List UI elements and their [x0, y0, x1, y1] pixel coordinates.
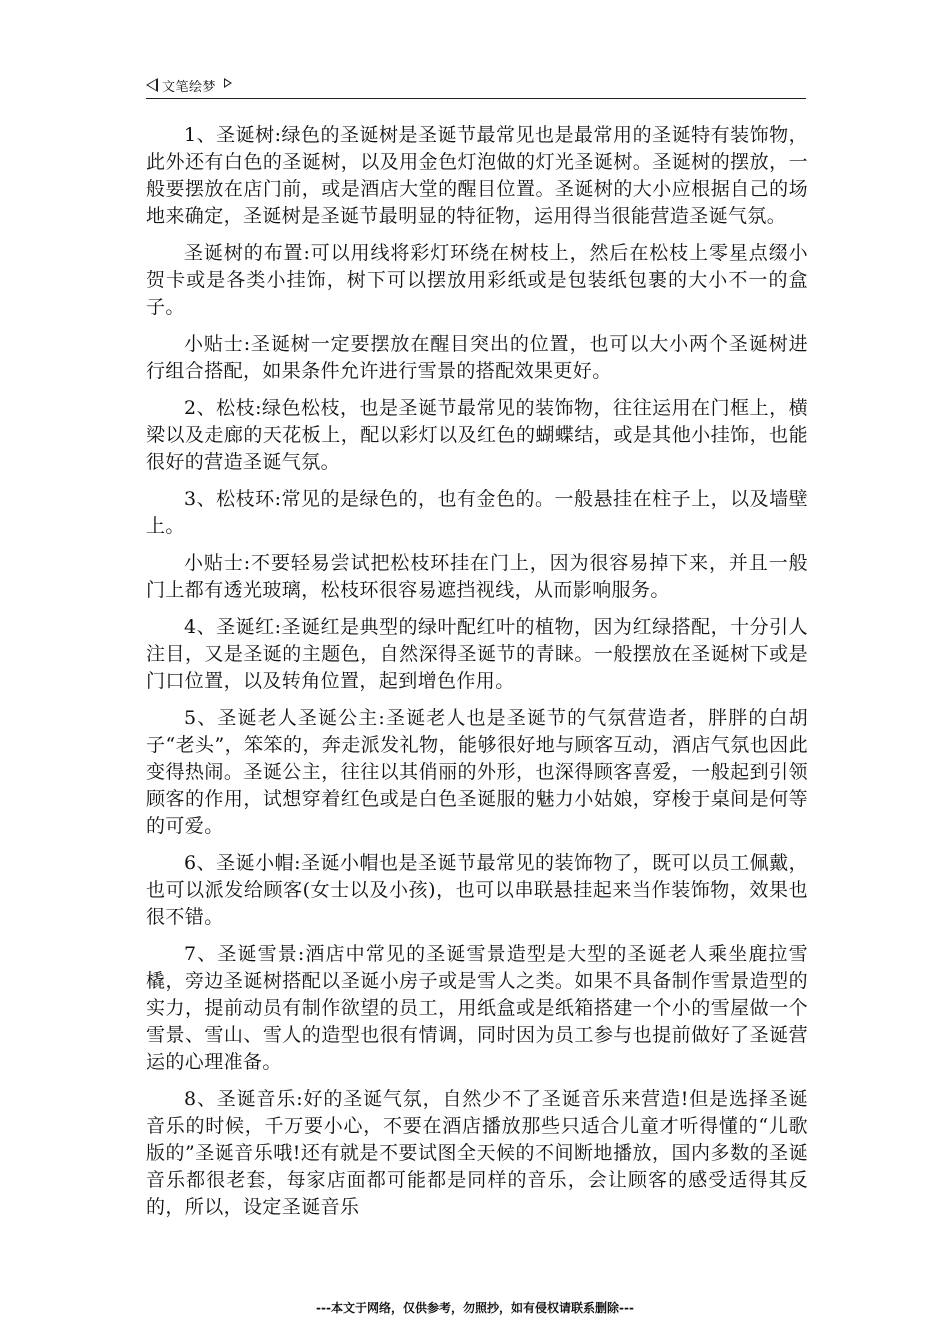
document-body: [146, 122, 808, 1231]
paragraph-1: 1、圣诞树:绿色的圣诞树是圣诞节最常见也是最常用的圣诞特有装饰物，此外还有白色的圣诞树，以及用金色灯泡做的灯光圣诞树。圣诞树的摆放，一般要摆放在店门前，或是酒店大堂的醒目位置。圣诞树的大小应根据自己的场地来确定，圣诞树是圣诞节最明显的特征物，运用得当很能营造圣诞气氛。: [146, 124, 808, 227]
paragraph-4: 2、松枝:绿色松枝，也是圣诞节最常见的装饰物，往往运用在门框上，横梁以及走廊的天花板上，配以彩灯以及红色的蝴蝶结，或是其他小挂饰，也能很好的营造圣诞气氛。: [146, 397, 808, 473]
paragraph-8: 5、圣诞老人圣诞公主:圣诞老人也是圣诞节的气氛营造者，胖胖的白胡子“老头”，笨笨的，奔走派发礼物，能够很好地与顾客互动，酒店气氛也因此变得热闹。圣诞公主，往往以其俏丽的外形，也深得顾客喜爱，一般起到引领顾客的作用，试想穿着红色或是白色圣诞服的魅力小姑娘，穿梭于桌间是何等的可爱。: [146, 707, 808, 837]
triangle-right-icon: [224, 78, 232, 88]
header-brand-group: [146, 74, 806, 96]
triangle-left-icon: [146, 78, 158, 92]
header-divider: [146, 98, 806, 99]
paragraph-7: 4、圣诞红:圣诞红是典型的绿叶配红叶的植物，因为红绿搭配，十分引人注目，又是圣诞的主题色，自然深得圣诞节的青睐。一般摆放在圣诞树下或是门口位置，以及转角位置，起到增色作用。: [146, 616, 808, 692]
page-header: [146, 74, 806, 98]
paragraph-5: 3、松枝环:常见的是绿色的，也有金色的。一般悬挂在柱子上，以及墙壁上。: [146, 488, 808, 537]
paragraph-10: 7、圣诞雪景:酒店中常见的圣诞雪景造型是大型的圣诞老人乘坐鹿拉雪橇，旁边圣诞树搭配以圣诞小房子或是雪人之类。如果不具备制作雪景造型的实力，提前动员有制作欲望的员工，用纸盒或是纸箱搭建一个小的雪屋做一个雪景、雪山、雪人的造型也很有情调，同时因为员工参与也提前做好了圣诞营运的心理准备。: [146, 943, 808, 1073]
paragraph-6: 小贴士:不要轻易尝试把松枝环挂在门上，因为很容易掉下来，并且一般门上都有透光玻璃，松枝环很容易遮挡视线，从而影响服务。: [146, 552, 808, 601]
paragraph-9: 6、圣诞小帽:圣诞小帽也是圣诞节最常见的装饰物了，既可以员工佩戴，也可以派发给顾客(女士以及小孩)，也可以串联悬挂起来当作装饰物，效果也很不错。: [146, 852, 808, 928]
header-brand: 文笔绘梦: [162, 79, 217, 95]
paragraph-2: 圣诞树的布置:可以用线将彩灯环绕在树枝上，然后在松枝上零星点缀小贺卡或是各类小挂饰，树下可以摆放用彩纸或是包装纸包裹的大小不一的盒子。: [146, 242, 808, 318]
paragraph-3: 小贴士:圣诞树一定要摆放在醒目突出的位置，也可以大小两个圣诞树进行组合搭配，如果条件允许进行雪景的搭配效果更好。: [146, 333, 808, 382]
paragraph-11: 8、圣诞音乐:好的圣诞气氛，自然少不了圣诞音乐来营造!但是选择圣诞音乐的时候，千万要小心，不要在酒店播放那些只适合儿童才听得懂的“儿歌版的”圣诞音乐哦!还有就是不要试图全天候的不间断地播放，国内多数的圣诞音乐都很老套，每家店面都可能都是同样的音乐，会让顾客的感受适得其反的，所以，设定圣诞音乐: [146, 1088, 808, 1218]
page-footer: ---本文于网络，仅供参考，勿照抄，如有侵权请联系删除---: [316, 1301, 634, 1315]
